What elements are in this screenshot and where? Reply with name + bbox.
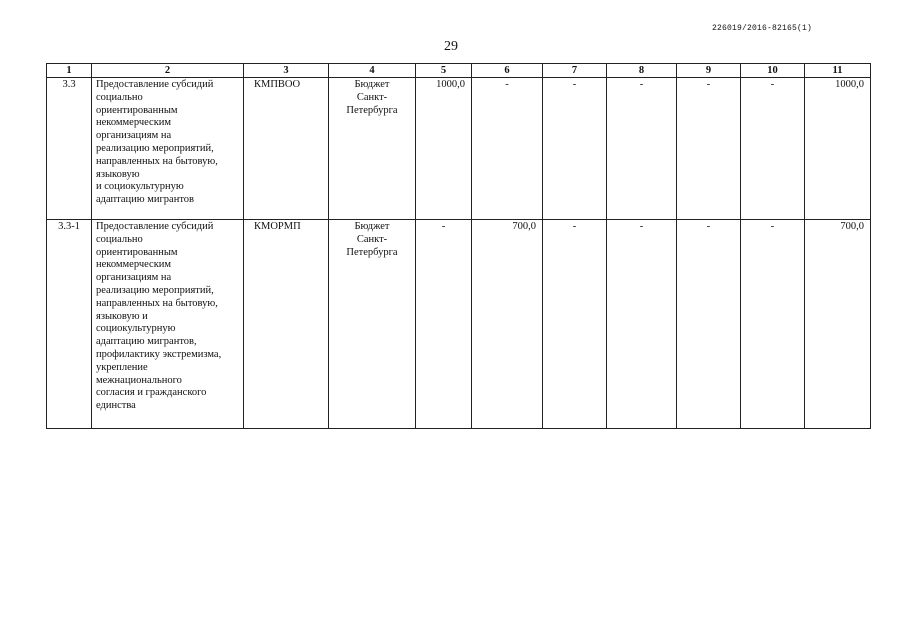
row-name-line: укрепление: [96, 361, 148, 373]
header-cell-8: 8: [607, 64, 677, 78]
row-name-line: некоммерческим: [96, 117, 172, 129]
row-source-line: Бюджет: [354, 79, 390, 90]
row-value-col6: -: [472, 78, 543, 220]
row-name: [92, 220, 244, 429]
page-number: 29: [444, 39, 458, 54]
row-name-line: профилактику экстремизма,: [96, 348, 222, 360]
row-value-col10: -: [741, 220, 805, 429]
row-value-col10: -: [741, 78, 805, 220]
row-name-line: Предоставление субсидий: [96, 221, 214, 232]
row-name-line: Предоставление субсидий: [96, 79, 214, 90]
row-name-line: языковую и: [96, 310, 148, 322]
row-source-line: Петербурга: [346, 246, 398, 258]
row-name-line: реализацию мероприятий,: [96, 284, 214, 296]
row-name-line: адаптацию мигрантов,: [96, 336, 197, 348]
header-cell-7: 7: [543, 64, 607, 78]
row-source: [329, 220, 416, 429]
row-number: 3.3-1: [47, 220, 92, 429]
header-cell-6: 6: [472, 64, 543, 78]
budget-table: [46, 63, 871, 429]
row-name-line: социально: [96, 233, 143, 245]
header-cell-3: 3: [244, 64, 329, 78]
row-name-line: социально: [96, 91, 143, 103]
table-row: [47, 78, 871, 220]
row-source-line: Санкт-: [356, 233, 388, 245]
row-name-line: и социокультурную: [96, 181, 184, 193]
row-value-col7: -: [543, 78, 607, 220]
header-cell-4: 4: [329, 64, 416, 78]
header-cell-2: 2: [92, 64, 244, 78]
row-value-col11: 1000,0: [805, 78, 871, 220]
row-name-line: некоммерческим: [96, 259, 172, 271]
header-cell-11: 11: [805, 64, 871, 78]
row-source: [329, 78, 416, 220]
row-value-col7: -: [543, 220, 607, 429]
document-id: 226019/2016-82165(1): [711, 24, 812, 33]
row-value-col9: -: [677, 78, 741, 220]
row-value-col6: 700,0: [472, 220, 543, 429]
row-name-line: направленных на бытовую,: [96, 297, 218, 309]
row-code: КМОРМП: [244, 220, 329, 429]
header-cell-5: 5: [416, 64, 472, 78]
row-name-line: ориентированным: [96, 104, 178, 116]
row-name-line: языковую: [96, 168, 140, 180]
row-value-col11: 700,0: [805, 220, 871, 429]
row-source-line: Петербурга: [346, 104, 398, 116]
table-header-row: [47, 64, 871, 78]
row-name-line: ориентированным: [96, 246, 178, 258]
row-value-col8: -: [607, 78, 677, 220]
row-value-col8: -: [607, 220, 677, 429]
row-value-col5: -: [416, 220, 472, 429]
row-name-line: единства: [96, 400, 136, 412]
row-name-line: направленных на бытовую,: [96, 155, 218, 167]
row-name-line: межнационального: [96, 374, 182, 386]
row-name-line: реализацию мероприятий,: [96, 142, 214, 154]
row-value-col5: 1000,0: [416, 78, 472, 220]
row-source-line: Санкт-: [356, 91, 388, 103]
row-source-line: Бюджет: [354, 221, 390, 232]
row-name-line: организациям на: [96, 130, 172, 142]
header-cell-10: 10: [741, 64, 805, 78]
header-cell-9: 9: [677, 64, 741, 78]
row-number: 3.3: [47, 78, 92, 220]
row-name-line: социокультурную: [96, 323, 176, 335]
row-code: КМПВОО: [244, 78, 329, 220]
row-name: [92, 78, 244, 220]
table-row: [47, 220, 871, 429]
row-name-line: организациям на: [96, 272, 172, 284]
row-value-col9: -: [677, 220, 741, 429]
row-name-line: адаптацию мигрантов: [96, 194, 194, 206]
header-cell-1: 1: [47, 64, 92, 78]
row-name-line: согласия и гражданского: [96, 387, 207, 399]
